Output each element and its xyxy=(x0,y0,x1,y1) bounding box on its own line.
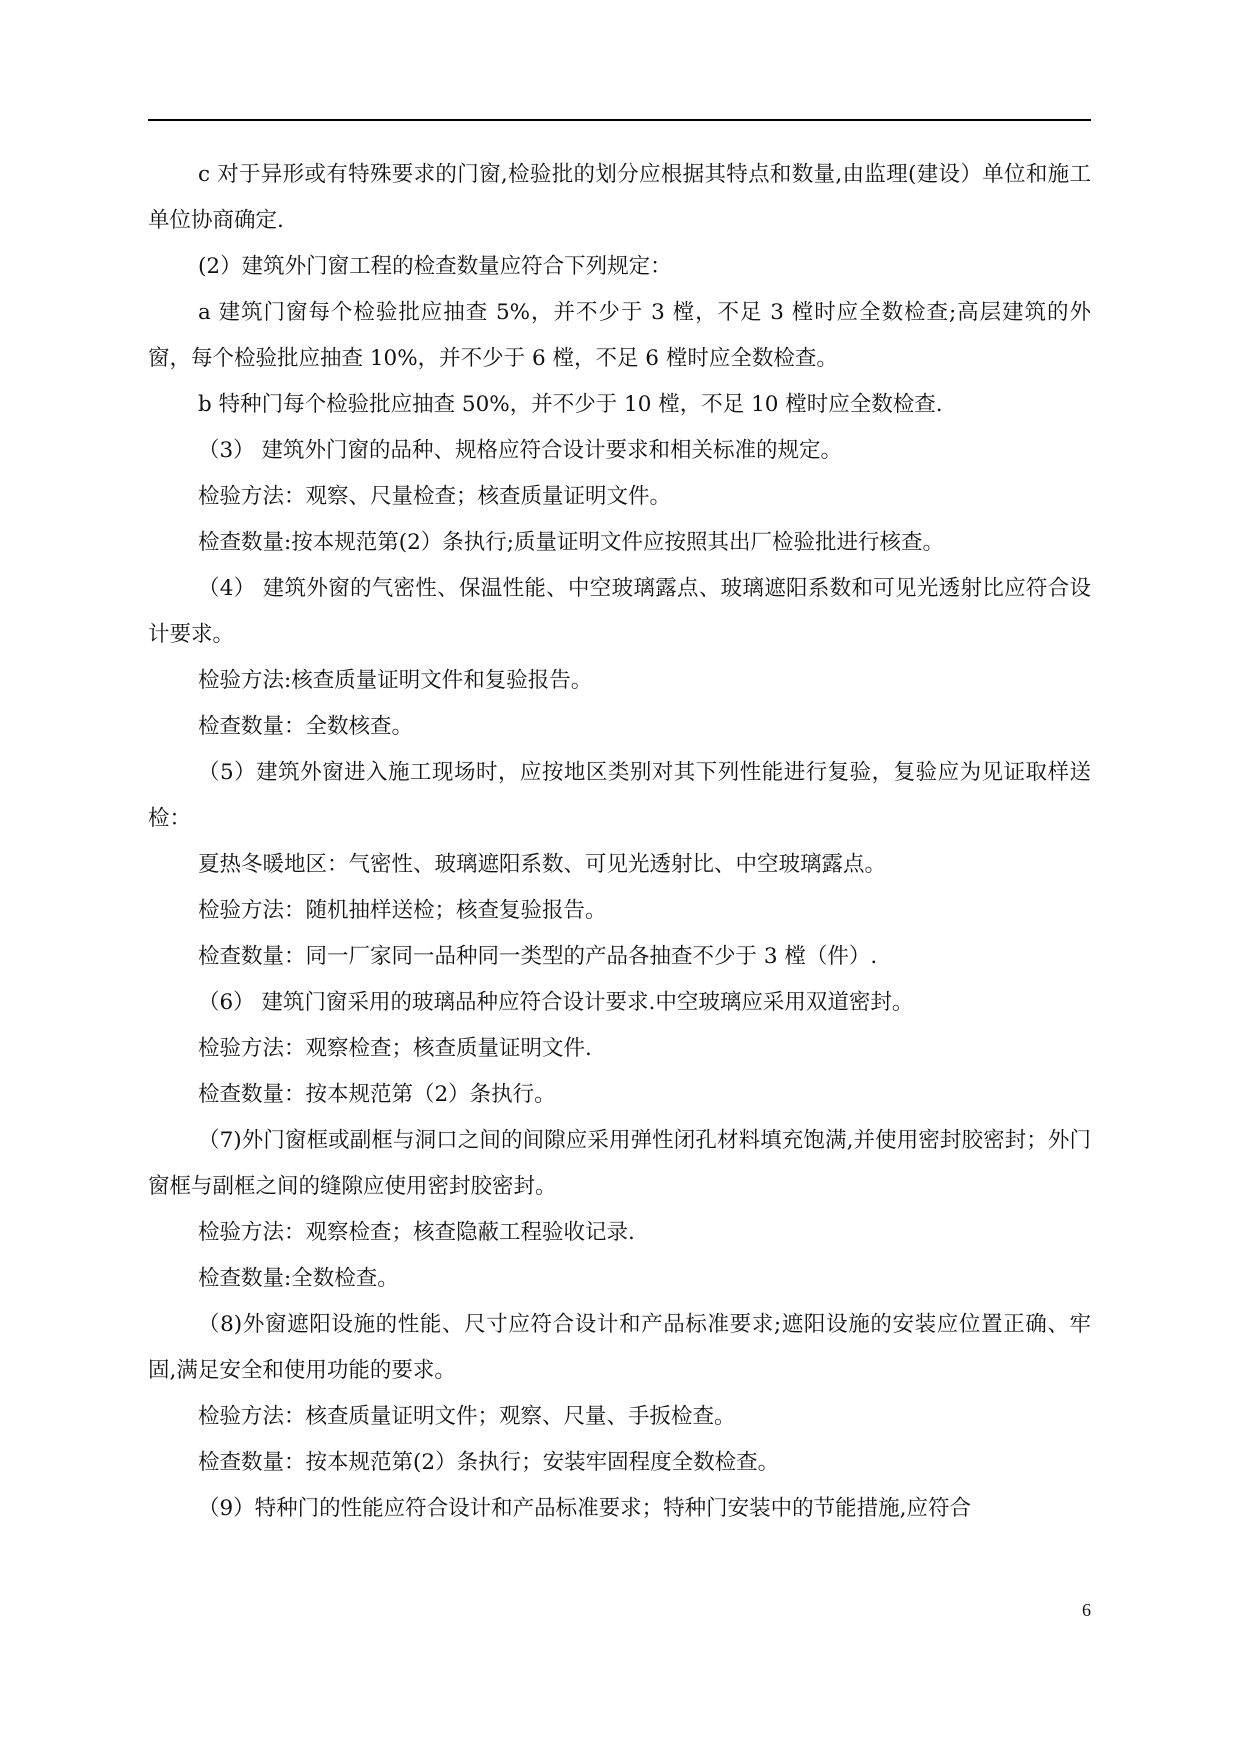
paragraph: c 对于异形或有特殊要求的门窗,检验批的划分应根据其特点和数量,由监理(建设）单位和施工单位协商确定. xyxy=(148,162,1091,233)
paragraph: 检验方法：观察检查；核查隐蔽工程验收记录. xyxy=(198,1220,635,1245)
paragraph: b 特种门每个检验批应抽查 50%，并不少于 10 樘，不足 10 樘时应全数检查. xyxy=(198,392,943,417)
paragraph: （9）特种门的性能应符合设计和产品标准要求；特种门安装中的节能措施,应符合 xyxy=(198,1496,972,1521)
paragraph: 检查数量:按本规范第(2）条执行;质量证明文件应按照其出厂检验批进行核查。 xyxy=(198,530,945,555)
header-rule xyxy=(148,119,1091,121)
page-number: 6 xyxy=(1082,1600,1091,1620)
paragraph: 检验方法：观察、尺量检查；核查质量证明文件。 xyxy=(198,484,672,509)
paragraph: （7)外门窗框或副框与洞口之间的间隙应采用弹性闭孔材料填充饱满,并使用密封胶密封；外门窗框与副框之间的缝隙应使用密封胶密封。 xyxy=(148,1128,1091,1199)
paragraph: 检查数量：按本规范第（2）条执行。 xyxy=(198,1082,556,1107)
paragraph: 夏热冬暖地区：气密性、玻璃遮阳系数、可见光透射比、中空玻璃露点。 xyxy=(198,852,887,877)
paragraph: （4） 建筑外窗的气密性、保温性能、中空玻璃露点、玻璃遮阳系数和可见光透射比应符合设计要求。 xyxy=(148,576,1091,647)
paragraph: （5）建筑外窗进入施工现场时，应按地区类别对其下列性能进行复验，复验应为见证取样送检： xyxy=(148,760,1091,831)
paragraph: a 建筑门窗每个检验批应抽查 5%，并不少于 3 樘，不足 3 樘时应全数检查;高层建筑的外窗，每个检验批应抽查 10%，并不少于 6 樘，不足 6 樘时应全数检查。 xyxy=(148,300,1091,371)
paragraph: 检验方法:核查质量证明文件和复验报告。 xyxy=(198,668,593,693)
paragraph: 检验方法：观察检查；核查质量证明文件. xyxy=(198,1036,592,1061)
paragraph: （6） 建筑门窗采用的玻璃品种应符合设计要求.中空玻璃应采用双道密封。 xyxy=(198,990,914,1015)
paragraph: （3） 建筑外门窗的品种、规格应符合设计要求和相关标准的规定。 xyxy=(198,438,843,463)
paragraph: 检查数量：全数核查。 xyxy=(198,714,414,739)
paragraph: 检查数量：按本规范第(2）条执行；安装牢固程度全数检查。 xyxy=(198,1450,780,1475)
paragraph: （8)外窗遮阳设施的性能、尺寸应符合设计和产品标准要求;遮阳设施的安装应位置正确、牢固,满足安全和使用功能的要求。 xyxy=(148,1312,1091,1383)
paragraph: 检验方法：随机抽样送检；核查复验报告。 xyxy=(198,898,607,923)
paragraph: 检查数量:全数检查。 xyxy=(198,1266,399,1291)
paragraph: (2）建筑外门窗工程的检查数量应符合下列规定： xyxy=(198,254,672,279)
document-body xyxy=(148,152,1091,1532)
paragraph: 检验方法：核查质量证明文件；观察、尺量、手扳检查。 xyxy=(198,1404,736,1429)
paragraph: 检查数量：同一厂家同一品种同一类型的产品各抽查不少于 3 樘（件）. xyxy=(198,944,878,969)
